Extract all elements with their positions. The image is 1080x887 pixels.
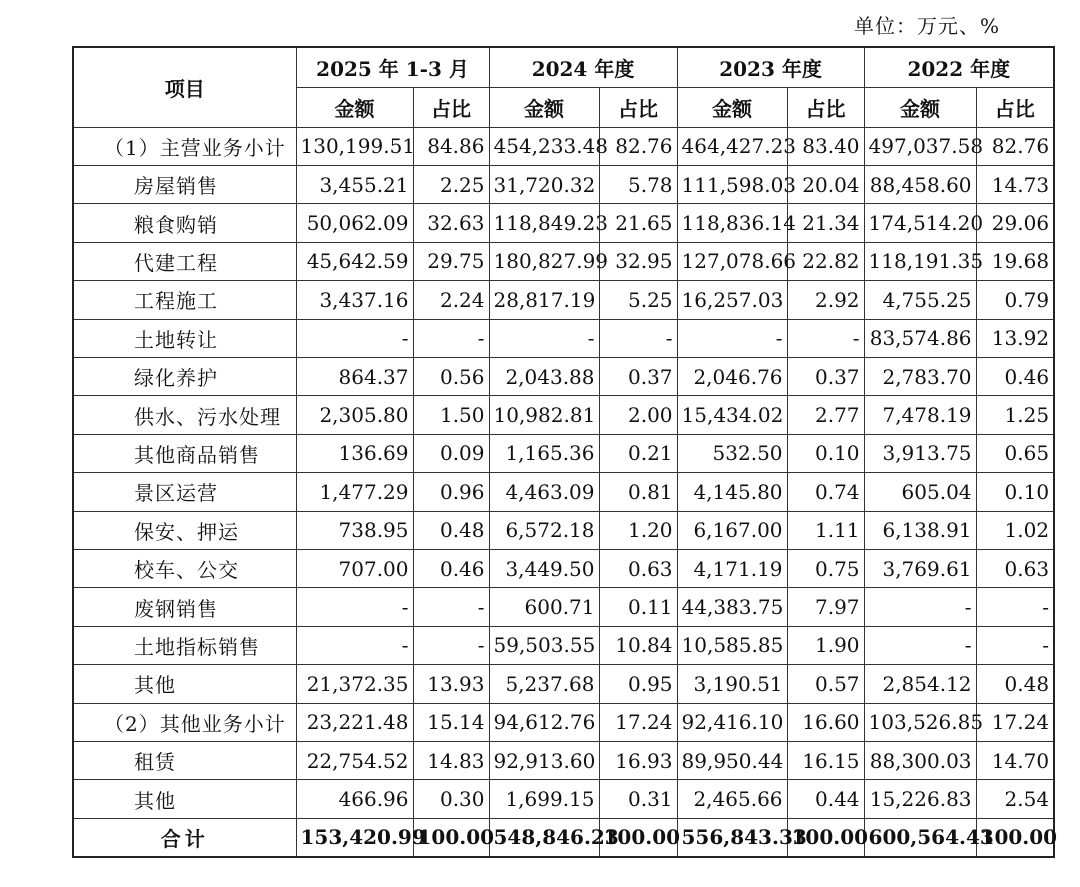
header-period-2024: 2024 年度 xyxy=(489,47,677,87)
amount-cell: 6,138.91 xyxy=(864,511,976,549)
amount-cell: 3,913.75 xyxy=(864,434,976,472)
amount-cell: 16,257.03 xyxy=(677,281,787,319)
header-ratio: 占比 xyxy=(787,87,864,127)
amount-cell: 45,642.59 xyxy=(296,242,413,280)
ratio-cell: 14.70 xyxy=(976,742,1054,780)
header-ratio: 占比 xyxy=(976,87,1054,127)
row-label: 租赁 xyxy=(73,742,296,780)
amount-cell: 15,226.83 xyxy=(864,780,976,818)
row-label: 景区运营 xyxy=(73,473,296,511)
table-row xyxy=(73,742,1054,780)
amount-cell: 118,849.23 xyxy=(489,204,599,242)
amount-cell: - xyxy=(296,626,413,664)
ratio-cell: 16.93 xyxy=(599,742,677,780)
row-label: 供水、污水处理 xyxy=(73,396,296,434)
ratio-cell: - xyxy=(599,319,677,357)
ratio-cell: 5.25 xyxy=(599,281,677,319)
amount-cell: 6,167.00 xyxy=(677,511,787,549)
row-label: 废钢销售 xyxy=(73,588,296,626)
row-label: 绿化养护 xyxy=(73,357,296,395)
revenue-breakdown-table xyxy=(72,46,1058,858)
amount-cell: 464,427.23 xyxy=(677,127,787,165)
amount-cell: 50,062.09 xyxy=(296,204,413,242)
ratio-cell: 0.56 xyxy=(413,357,489,395)
ratio-cell: 0.31 xyxy=(599,780,677,818)
amount-cell: 3,449.50 xyxy=(489,549,599,587)
amount-cell: - xyxy=(296,319,413,357)
ratio-cell: 100.00 xyxy=(976,818,1054,857)
ratio-cell: - xyxy=(976,626,1054,664)
amount-cell: - xyxy=(489,319,599,357)
table-row xyxy=(73,242,1054,280)
header-amount: 金额 xyxy=(864,87,976,127)
table-row xyxy=(73,549,1054,587)
ratio-cell: 15.14 xyxy=(413,703,489,741)
amount-cell: 6,572.18 xyxy=(489,511,599,549)
amount-cell: 88,300.03 xyxy=(864,742,976,780)
amount-cell: 118,191.35 xyxy=(864,242,976,280)
amount-cell: 738.95 xyxy=(296,511,413,549)
table-row xyxy=(73,165,1054,203)
ratio-cell: 100.00 xyxy=(413,818,489,857)
ratio-cell: 1.11 xyxy=(787,511,864,549)
header-period-2023: 2023 年度 xyxy=(677,47,864,87)
ratio-cell: 16.15 xyxy=(787,742,864,780)
ratio-cell: 19.68 xyxy=(976,242,1054,280)
amount-cell: 174,514.20 xyxy=(864,204,976,242)
row-label: 其他 xyxy=(73,780,296,818)
ratio-cell: 1.20 xyxy=(599,511,677,549)
ratio-cell: 0.30 xyxy=(413,780,489,818)
row-label: 校车、公交 xyxy=(73,549,296,587)
row-label: 粮食购销 xyxy=(73,204,296,242)
amount-cell: 4,755.25 xyxy=(864,281,976,319)
table-row xyxy=(73,319,1054,357)
amount-cell: 7,478.19 xyxy=(864,396,976,434)
header-ratio: 占比 xyxy=(413,87,489,127)
ratio-cell: 0.46 xyxy=(976,357,1054,395)
row-label: 工程施工 xyxy=(73,281,296,319)
ratio-cell: 32.95 xyxy=(599,242,677,280)
ratio-cell: 0.09 xyxy=(413,434,489,472)
table-row xyxy=(73,780,1054,818)
amount-cell: 88,458.60 xyxy=(864,165,976,203)
amount-cell: 3,769.61 xyxy=(864,549,976,587)
ratio-cell: 7.97 xyxy=(787,588,864,626)
table-row xyxy=(73,127,1054,165)
row-label: 土地指标销售 xyxy=(73,626,296,664)
amount-cell: - xyxy=(296,588,413,626)
ratio-cell: 20.04 xyxy=(787,165,864,203)
unit-note: 单位：万元、% xyxy=(853,14,1000,38)
ratio-cell: 0.57 xyxy=(787,665,864,703)
amount-cell: 4,145.80 xyxy=(677,473,787,511)
amount-cell: 10,585.85 xyxy=(677,626,787,664)
amount-cell: 103,526.85 xyxy=(864,703,976,741)
row-label: 其他 xyxy=(73,665,296,703)
amount-cell: 3,190.51 xyxy=(677,665,787,703)
ratio-cell: 2.24 xyxy=(413,281,489,319)
ratio-cell: 17.24 xyxy=(599,703,677,741)
amount-cell: 548,846.23 xyxy=(489,818,599,857)
ratio-cell: 0.10 xyxy=(976,473,1054,511)
table-row xyxy=(73,396,1054,434)
ratio-cell: 0.96 xyxy=(413,473,489,511)
amount-cell: 454,233.48 xyxy=(489,127,599,165)
amount-cell: 600.71 xyxy=(489,588,599,626)
amount-cell: 3,437.16 xyxy=(296,281,413,319)
total-row xyxy=(73,818,1054,857)
ratio-cell: 10.84 xyxy=(599,626,677,664)
amount-cell: 31,720.32 xyxy=(489,165,599,203)
header-amount: 金额 xyxy=(489,87,599,127)
ratio-cell: 2.77 xyxy=(787,396,864,434)
table-row xyxy=(73,281,1054,319)
ratio-cell: 82.76 xyxy=(599,127,677,165)
amount-cell: 2,854.12 xyxy=(864,665,976,703)
ratio-cell: 21.65 xyxy=(599,204,677,242)
ratio-cell: 32.63 xyxy=(413,204,489,242)
amount-cell: 94,612.76 xyxy=(489,703,599,741)
amount-cell: 864.37 xyxy=(296,357,413,395)
ratio-cell: 0.74 xyxy=(787,473,864,511)
table-row xyxy=(73,703,1054,741)
row-label: 保安、押运 xyxy=(73,511,296,549)
amount-cell: 556,843.33 xyxy=(677,818,787,857)
header-amount: 金额 xyxy=(296,87,413,127)
table-row xyxy=(73,588,1054,626)
ratio-cell: 13.93 xyxy=(413,665,489,703)
amount-cell: 707.00 xyxy=(296,549,413,587)
header-row-periods xyxy=(73,47,1054,87)
amount-cell: 2,043.88 xyxy=(489,357,599,395)
amount-cell: 2,046.76 xyxy=(677,357,787,395)
amount-cell: 118,836.14 xyxy=(677,204,787,242)
ratio-cell: 0.75 xyxy=(787,549,864,587)
row-label: 其他商品销售 xyxy=(73,434,296,472)
table-row xyxy=(73,511,1054,549)
row-label: （2）其他业务小计 xyxy=(73,703,296,741)
ratio-cell: 1.50 xyxy=(413,396,489,434)
ratio-cell: - xyxy=(413,588,489,626)
row-label: 土地转让 xyxy=(73,319,296,357)
ratio-cell: 0.63 xyxy=(976,549,1054,587)
ratio-cell: 2.92 xyxy=(787,281,864,319)
ratio-cell: - xyxy=(413,319,489,357)
ratio-cell: 14.73 xyxy=(976,165,1054,203)
amount-cell: 83,574.86 xyxy=(864,319,976,357)
ratio-cell: 0.37 xyxy=(599,357,677,395)
ratio-cell: 2.54 xyxy=(976,780,1054,818)
row-label: 合计 xyxy=(73,818,296,857)
ratio-cell: 14.83 xyxy=(413,742,489,780)
ratio-cell: 0.48 xyxy=(413,511,489,549)
ratio-cell: 0.48 xyxy=(976,665,1054,703)
ratio-cell: 0.10 xyxy=(787,434,864,472)
ratio-cell: 5.78 xyxy=(599,165,677,203)
header-period-2022: 2022 年度 xyxy=(864,47,1054,87)
header-amount: 金额 xyxy=(677,87,787,127)
ratio-cell: 83.40 xyxy=(787,127,864,165)
amount-cell: 1,477.29 xyxy=(296,473,413,511)
amount-cell: 111,598.03 xyxy=(677,165,787,203)
amount-cell: 21,372.35 xyxy=(296,665,413,703)
amount-cell: 23,221.48 xyxy=(296,703,413,741)
ratio-cell: 1.25 xyxy=(976,396,1054,434)
amount-cell: 59,503.55 xyxy=(489,626,599,664)
table-row xyxy=(73,204,1054,242)
header-period-2025q1: 2025 年 1-3 月 xyxy=(296,47,489,87)
amount-cell: 44,383.75 xyxy=(677,588,787,626)
amount-cell: 153,420.99 xyxy=(296,818,413,857)
amount-cell: - xyxy=(864,588,976,626)
amount-cell: 92,913.60 xyxy=(489,742,599,780)
amount-cell: 600,564.43 xyxy=(864,818,976,857)
ratio-cell: 29.75 xyxy=(413,242,489,280)
amount-cell: 5,237.68 xyxy=(489,665,599,703)
amount-cell: - xyxy=(677,319,787,357)
row-label: 代建工程 xyxy=(73,242,296,280)
amount-cell: 4,463.09 xyxy=(489,473,599,511)
amount-cell: 136.69 xyxy=(296,434,413,472)
row-label: 房屋销售 xyxy=(73,165,296,203)
amount-cell: 497,037.58 xyxy=(864,127,976,165)
table-row xyxy=(73,665,1054,703)
amount-cell: 605.04 xyxy=(864,473,976,511)
ratio-cell: - xyxy=(976,588,1054,626)
ratio-cell: 0.46 xyxy=(413,549,489,587)
table-row xyxy=(73,473,1054,511)
ratio-cell: 2.00 xyxy=(599,396,677,434)
ratio-cell: 0.79 xyxy=(976,281,1054,319)
table-row xyxy=(73,626,1054,664)
amount-cell: 2,783.70 xyxy=(864,357,976,395)
ratio-cell: 0.65 xyxy=(976,434,1054,472)
ratio-cell: 0.44 xyxy=(787,780,864,818)
ratio-cell: 100.00 xyxy=(787,818,864,857)
ratio-cell: - xyxy=(413,626,489,664)
row-label: （1）主营业务小计 xyxy=(73,127,296,165)
ratio-cell: 0.11 xyxy=(599,588,677,626)
amount-cell: 10,982.81 xyxy=(489,396,599,434)
amount-cell: 466.96 xyxy=(296,780,413,818)
ratio-cell: 2.25 xyxy=(413,165,489,203)
ratio-cell: 0.95 xyxy=(599,665,677,703)
table-row xyxy=(73,434,1054,472)
ratio-cell: 1.90 xyxy=(787,626,864,664)
ratio-cell: 0.21 xyxy=(599,434,677,472)
ratio-cell: 0.81 xyxy=(599,473,677,511)
ratio-cell: 84.86 xyxy=(413,127,489,165)
amount-cell: 532.50 xyxy=(677,434,787,472)
ratio-cell: 13.92 xyxy=(976,319,1054,357)
ratio-cell: 100.00 xyxy=(599,818,677,857)
ratio-cell: - xyxy=(787,319,864,357)
header-ratio: 占比 xyxy=(599,87,677,127)
ratio-cell: 82.76 xyxy=(976,127,1054,165)
ratio-cell: 22.82 xyxy=(787,242,864,280)
ratio-cell: 21.34 xyxy=(787,204,864,242)
amount-cell: 1,165.36 xyxy=(489,434,599,472)
header-item: 项目 xyxy=(73,47,296,127)
amount-cell: 89,950.44 xyxy=(677,742,787,780)
amount-cell: 1,699.15 xyxy=(489,780,599,818)
amount-cell: 92,416.10 xyxy=(677,703,787,741)
ratio-cell: 29.06 xyxy=(976,204,1054,242)
table-row xyxy=(73,357,1054,395)
amount-cell: 2,305.80 xyxy=(296,396,413,434)
amount-cell: 15,434.02 xyxy=(677,396,787,434)
ratio-cell: 1.02 xyxy=(976,511,1054,549)
ratio-cell: 0.63 xyxy=(599,549,677,587)
amount-cell: 127,078.66 xyxy=(677,242,787,280)
amount-cell: 22,754.52 xyxy=(296,742,413,780)
amount-cell: 3,455.21 xyxy=(296,165,413,203)
amount-cell: 4,171.19 xyxy=(677,549,787,587)
amount-cell: 2,465.66 xyxy=(677,780,787,818)
amount-cell: 130,199.51 xyxy=(296,127,413,165)
amount-cell: - xyxy=(864,626,976,664)
amount-cell: 180,827.99 xyxy=(489,242,599,280)
ratio-cell: 16.60 xyxy=(787,703,864,741)
ratio-cell: 0.37 xyxy=(787,357,864,395)
amount-cell: 28,817.19 xyxy=(489,281,599,319)
ratio-cell: 17.24 xyxy=(976,703,1054,741)
